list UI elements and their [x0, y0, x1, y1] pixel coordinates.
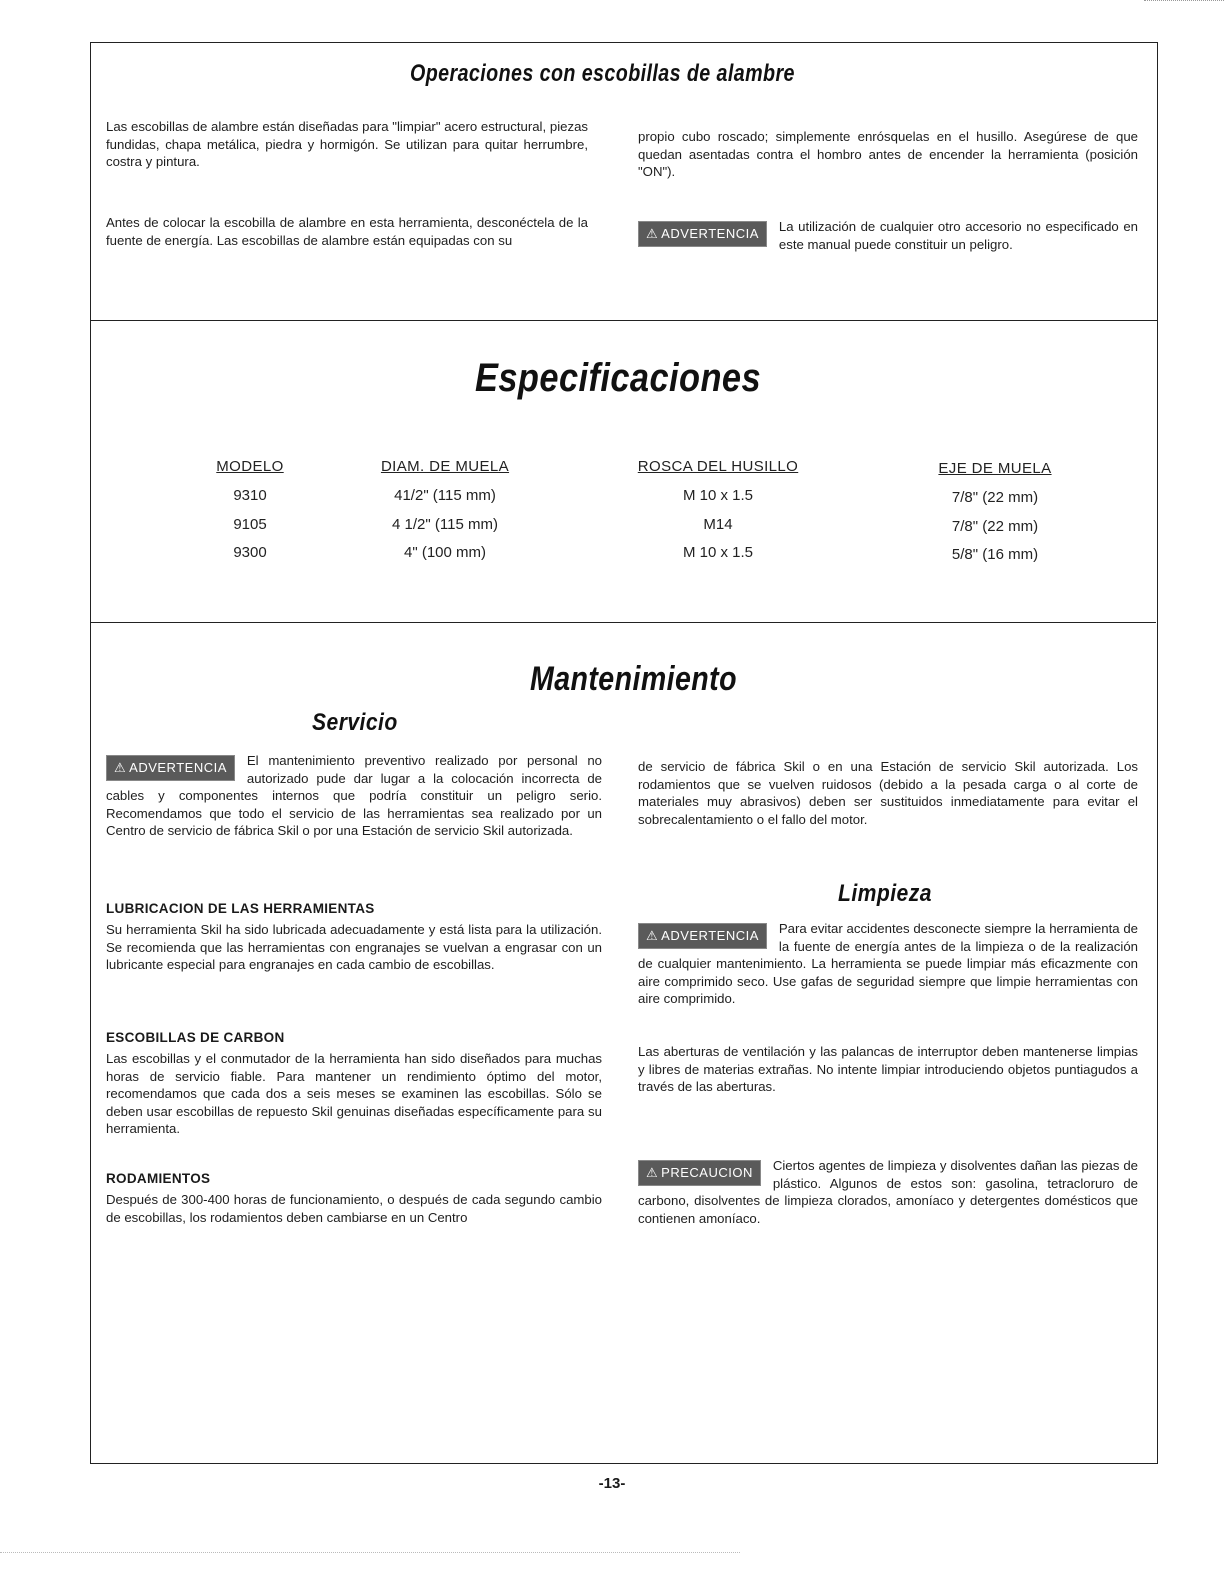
caution-badge-label: PRECAUCION: [661, 1165, 753, 1180]
spec-column-diameter: [355, 458, 535, 568]
wire-brush-paragraph-3: propio cubo roscado; simplemente enrósquelas en el husillo. Asegúrese de que quedan asentadas contra el hombro antes de encender la herramienta (posición "ON").: [638, 129, 1138, 179]
wire-brush-paragraph-1: Las escobillas de alambre están diseñadas para "limpiar" acero estructural, piezas fundidas, chapa metálica, piedra y hormigón. Se utilizan para quitar herrumbre, costra y pintura.: [106, 119, 588, 169]
spec-column-model: [195, 458, 305, 568]
spec-cell: M 10 x 1.5: [682, 487, 754, 504]
carbon-brush-heading: ESCOBILLAS DE CARBON: [106, 1030, 285, 1045]
warning-badge: [638, 923, 767, 949]
caution-text: Ciertos agentes de limpieza y disolventes dañan las piezas de plástico. Algunos de estos son: gasolina, tetracloruro de carbono, disolventes de limpieza clorados, amoníaco y detergentes domésticos que contienen amoníaco.: [638, 1158, 1138, 1226]
service-text: El mantenimiento preventivo realizado por personal no autorizado pude dar lugar a la colocación incorrecta de cables y componentes internos que podría constituir un peligro serio. Recomendamos que todo el servicio de las herramientas sea realizado por un Centro de servicio de fábrica Skil o por una Estación de servicio Skil autorizada.: [106, 753, 602, 838]
spec-header-thread: ROSCA DEL HUSILLO: [637, 458, 799, 475]
bearings-heading: RODAMIENTOS: [106, 1171, 211, 1186]
cleaning-text: Para evitar accidentes desconecte siempre la herramienta de la fuente de energía antes de la limpieza o de la realización de cualquier mantenimiento. La herramienta se puede limpiar más eficazmente con aire comprimido seco. Use gafas de seguridad siempre que limpie herramientas con aire comprimido.: [638, 921, 1138, 1006]
warning-badge-label: ADVERTENCIA: [661, 226, 759, 241]
maintenance-title: Mantenimiento: [530, 660, 737, 698]
caution-block: [638, 1157, 1138, 1227]
warning-triangle-icon: ⚠: [646, 1165, 659, 1180]
warning-text: La utilización de cualquier otro accesorio no especificado en este manual puede constituir un peligro.: [778, 219, 1138, 252]
wire-brush-warning-block: [638, 218, 1138, 253]
bearings-text-continued: de servicio de fábrica Skil o en una Estación de servicio Skil autorizada. Los rodamientos que se vuelven ruidosos (debido a la pesada carga o al corte de materiales muy abrasivos) deben ser sustituidos inmediatamente para evitar el sobrecalentamiento o el fallo del motor.: [638, 759, 1138, 827]
warning-badge: [106, 755, 235, 781]
spec-cell: 7/8" (22 mm): [951, 489, 1039, 506]
lubrication-text: Su herramienta Skil ha sido lubricada adecuadamente y está lista para la utilización. Se recomienda que las herramientas con engranajes se vuelvan a engrasar con un lubricante especial para engranajes en cada cambio de escobillas.: [106, 922, 602, 972]
spec-cell: 5/8" (16 mm): [951, 546, 1039, 563]
warning-triangle-icon: ⚠: [646, 226, 659, 241]
warning-triangle-icon: ⚠: [114, 760, 127, 775]
spec-cell: 9300: [233, 544, 267, 561]
service-warning-block: [106, 752, 602, 840]
spec-cell: 4 1/2" (115 mm): [392, 515, 498, 533]
bearings-text: Después de 300-400 horas de funcionamiento, o después de cada segundo cambio de escobillas, los rodamientos deben cambiarse en un Centro: [106, 1192, 602, 1225]
caution-badge: [638, 1160, 761, 1186]
carbon-brush-text: Las escobillas y el conmutador de la herramienta han sido diseñados para muchas horas de servicio fiable. Para mantener un rendimiento óptimo del motor, recomendamos que cada dos a seis meses se examinen las escobillas. Sólo se deben usar escobillas de repuesto Skil genuinas diseñadas específicamente para su herramienta.: [106, 1051, 602, 1136]
spec-header-model: MODELO: [216, 458, 284, 475]
warning-badge: [638, 221, 767, 247]
service-title: Servicio: [312, 709, 398, 736]
page-number: -13-: [598, 1475, 626, 1492]
section-divider-2: [90, 622, 1156, 623]
spec-cell: 4" (100 mm): [403, 544, 486, 561]
spec-cell: 9105: [233, 515, 267, 533]
spec-header-diameter: DIAM. DE MUELA: [380, 458, 510, 475]
spec-column-arbor: [910, 460, 1080, 570]
spec-cell: 41/2" (115 mm): [394, 487, 496, 504]
cleaning-warning-block: [638, 920, 1138, 1008]
spec-cell: M14: [703, 515, 733, 533]
section-divider-1: [90, 320, 1158, 321]
spec-cell: 7/8" (22 mm): [951, 517, 1039, 535]
spec-column-thread: [608, 458, 828, 568]
wire-brush-paragraph-2: Antes de colocar la escobilla de alambre en esta herramienta, desconéctela de la fuente de energía. Las escobillas de alambre están equipadas con su: [106, 215, 588, 248]
vents-text: Las aberturas de ventilación y las palancas de interruptor deben mantenerse limpias y libres de materias extrañas. No intente limpiar introduciendo objetos puntiagudos a través de las aberturas.: [638, 1044, 1138, 1094]
specs-title: Especificaciones: [475, 356, 762, 400]
lubrication-heading: LUBRICACION DE LAS HERRAMIENTAS: [106, 901, 375, 916]
spec-cell: 9310: [233, 487, 267, 504]
warning-badge-label: ADVERTENCIA: [129, 760, 227, 775]
cleaning-title: Limpieza: [838, 880, 932, 907]
spec-header-arbor: EJE DE MUELA: [938, 460, 1052, 477]
warning-badge-label: ADVERTENCIA: [661, 928, 759, 943]
spec-cell: M 10 x 1.5: [682, 544, 754, 561]
top-edge-mark: [1144, 0, 1224, 1]
wire-brush-title: Operaciones con escobillas de alambre: [410, 60, 795, 87]
warning-triangle-icon: ⚠: [646, 928, 659, 943]
bottom-edge-mark: [0, 1552, 740, 1553]
